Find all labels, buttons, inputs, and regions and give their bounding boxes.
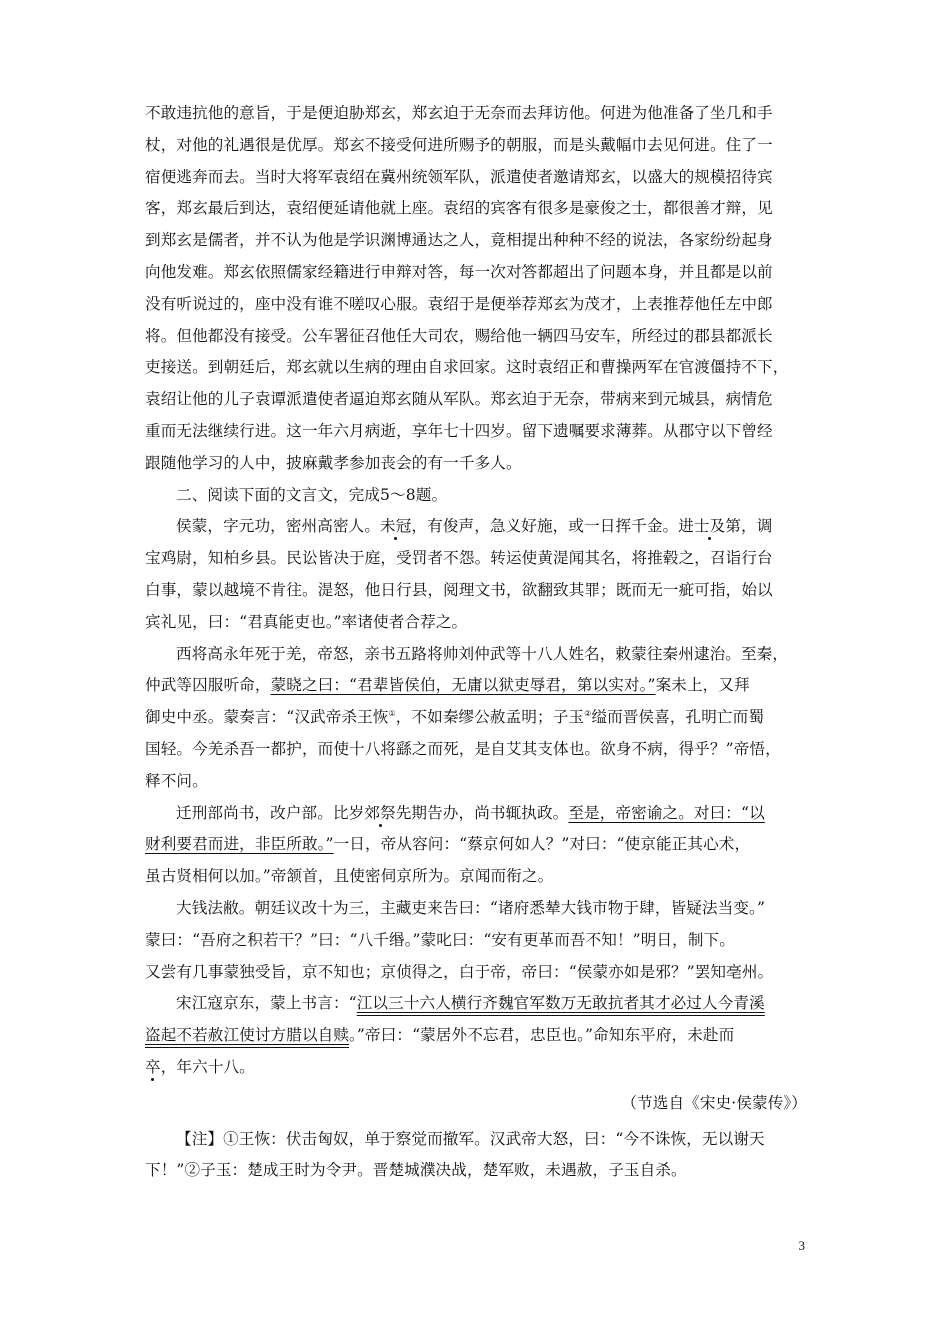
text-line: 迁刑部尚书，改户部。比岁郊祭先期告办，尚书辄执政。至是，帝密谕之。对曰：“以 (176, 803, 765, 822)
text-line: 西将高永年死于羌，帝怒，亲书五路将帅刘仲武等十八人姓名，敕蒙往秦州逮治。至秦， (176, 644, 789, 663)
page-number: 3 (798, 1238, 805, 1253)
text-line: 白事，蒙以越境不肯往。湜怒，他日行县，阅理文书，欲翻致其罪；既而无一疵可指，始以 (145, 580, 773, 599)
double-underlined-sentence: 江以三十六人横行齐魏官军数万无敢抗者其才必过人今青溪 (356, 994, 765, 1013)
text-line: 将。但他都没有接受。公车署征召他任大司农，赐给他一辆四马安车，所经过的郡县都派长 (145, 326, 773, 345)
text-line: 没有听说过的，座中没有谁不嗟叹心服。袁绍于是便举荐郑玄为茂才，上表推荐他任左中郎 (145, 294, 773, 313)
text-line: 到郑玄是儒者，并不认为他是学识渊博通达之人，竟相提出种种不经的说法，各家纷纷起身 (145, 231, 773, 250)
text-line: 重而无法继续行进。这一年六月病逝，享年七十四岁。留下遗嘱要求薄葬。从郡守以下曾经 (145, 421, 773, 440)
dotted-term: 郊祭 (364, 803, 396, 822)
passage-paragraph-2 (145, 639, 807, 798)
section-heading: 二、阅读下面的文言文，完成5～8题。 (176, 485, 448, 504)
text-line: 又尝有几事蒙独受旨，京不知也；京侦得之，白于帝，帝曰：“侯蒙亦如是邪？”罢知亳州。 (145, 962, 774, 981)
text-line: 跟随他学习的人中，披麻戴孝参加丧会的有一千多人。 (145, 453, 522, 472)
text-line: 财利要君而进，非臣所敢。”一日，帝从容问：“蔡京何如人？”对曰：“使京能正其心术， (145, 835, 751, 854)
text-line: 虽古贤相何以加。”帝颔首，且使密伺京所为。京闻而衔之。 (145, 867, 554, 886)
text-line: 蒙曰：“吾府之积若干？”曰：“八千缗。”蒙叱曰：“安有更革而吾不知！”明日，制下。 (145, 930, 735, 949)
text-line: 袁绍让他的儿子袁谭派遣使者逼迫郑玄随从军队。郑玄迫于无奈，带病来到元城县，病情危 (145, 390, 773, 409)
text-line: 盗起不若赦江使讨方腊以自赎。”帝曰：“蒙居外不忘君，忠臣也。”命知东平府，未赴而 (145, 1026, 735, 1045)
text-line: 宋江寇京东，蒙上书言：“江以三十六人横行齐魏官军数万无敢抗者其才必过人今青溪 (176, 994, 765, 1013)
double-underlined-sentence: 盗起不若赦江使讨方腊以自赎 (145, 1026, 350, 1045)
footnote-marker: ① (388, 709, 396, 719)
text-line: 国轻。今羌杀吾一都护，而使十八将繇之而死，是自艾其支体也。欲身不病，得乎？”帝悟， (145, 739, 781, 758)
text-line: 宿便逃奔而去。当时大将军袁绍在冀州统领军队，派遣使者邀请郑玄，以盛大的规模招待宾 (145, 167, 773, 186)
text-line: 杖，对他的礼遇很是优厚。郑玄不接受何进所赐予的朝服，而是头戴幅巾去见何进。住了一 (145, 135, 773, 154)
source-citation: （节选自《宋史·侯蒙传》） (621, 1093, 807, 1112)
footnote-marker: ② (584, 709, 592, 719)
text-line: 下！”②子玉：楚成王时为令尹。晋楚城濮决战，楚军败，未遇赦，子玉自杀。 (145, 1161, 687, 1180)
text-line: 卒，年六十八。 (145, 1057, 255, 1076)
document-body (145, 98, 807, 1187)
passage-paragraph-4 (145, 893, 807, 988)
text-line: 不敢违抗他的意旨，于是便迫胁郑玄，郑玄迫于无奈而去拜访他。何进为他准备了坐几和手 (145, 104, 773, 122)
text-line: 客，郑玄最后到达，袁绍便延请他就上座。袁绍的宾客有很多是豪俊之士，都很善才辩，见 (145, 199, 773, 218)
text-line: 吏接送。到朝廷后，郑玄就以生病的理由自求回家。这时袁绍正和曹操两军在官渡僵持不下， (145, 358, 789, 377)
dotted-term: 进士及第 (678, 517, 741, 536)
passage-paragraph-1 (145, 511, 807, 638)
text-line: 仲武等囚服听命，蒙晓之曰：“君辈皆侯伯，无庸以狱吏辱君，第以实对。”案未上，又拜 (145, 676, 750, 695)
text-line: 向他发难。郑玄依照儒家经籍进行申辩对答，每一次对答都超出了问题本身，并且都是以前 (145, 262, 773, 281)
passage-paragraph-3 (145, 798, 807, 893)
translation-paragraph (145, 98, 807, 480)
dotted-term: 卒 (145, 1057, 161, 1076)
text-line: 御史中丞。蒙奏言：“汉武帝杀王恢①，不如秦缪公赦孟明；子玉②缢而晋侯喜，孔明亡而蜀 (145, 708, 765, 727)
text-line: 释不问。 (145, 771, 208, 790)
text-line: 宝鸡尉，知柏乡县。民讼皆决于庭，受罚者不怨。转运使黄湜闻其名，将推毂之，召诣行台 (145, 549, 773, 568)
text-line: 宾礼见，曰：“君真能吏也。”率诸使者合荐之。 (145, 612, 468, 631)
underlined-sentence: 财利要君而进，非臣所敢。” (145, 835, 334, 854)
text-line: 大钱法敝。朝廷议改十为三，主藏吏来告曰：“诸府悉辇大钱市物于肆，皆疑法当变。” (176, 898, 766, 917)
dotted-term: 未冠 (380, 517, 412, 536)
text-line: 侯蒙，字元功，密州高密人。未冠，有俊声，急义好施，或一日挥千金。进士及第，调 (176, 517, 773, 536)
footnote-paragraph (145, 1124, 807, 1188)
underlined-sentence: 至是，帝密谕之。对曰：“以 (568, 803, 765, 822)
passage-paragraph-5 (145, 988, 807, 1083)
text-line: 【注】①王恢：伏击匈奴，单于察觉而撤军。汉武帝大怒，曰：“今不诛恢，无以谢天 (176, 1129, 765, 1148)
underlined-sentence: 蒙晓之曰：“君辈皆侯伯，无庸以狱吏辱君，第以实对。” (270, 676, 656, 695)
